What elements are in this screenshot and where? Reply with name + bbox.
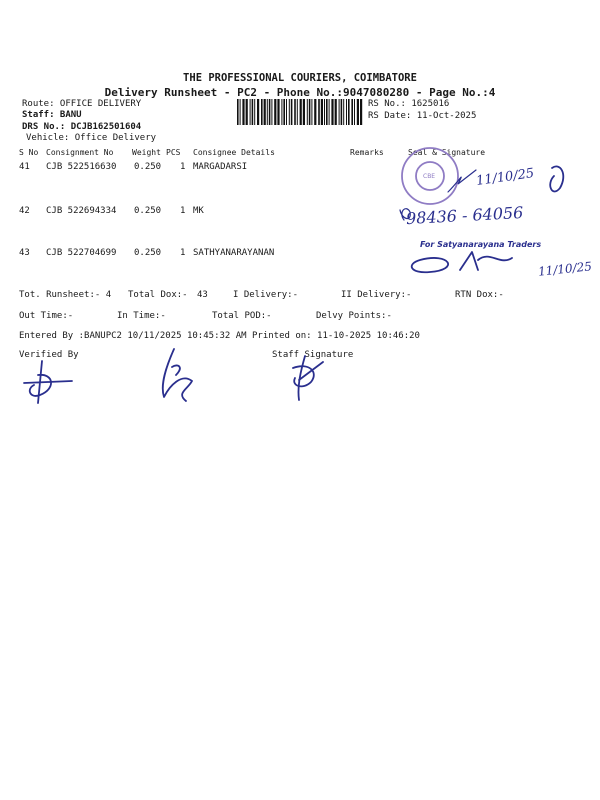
row1-date-handwritten: 11/10/25 <box>475 166 536 189</box>
table-row-pcs: 1 <box>180 248 186 258</box>
col-header-sno: S No <box>19 148 39 157</box>
runsheet-subtitle: Delivery Runsheet - PC2 - Phone No.:9047080280 - Page No.:4 <box>104 86 496 99</box>
table-row-sno: 42 <box>19 206 30 216</box>
total-dox-label: Total Dox:- <box>128 290 188 300</box>
col-header-consignee: Consignee Details <box>193 148 275 157</box>
row2-phone-handwritten: 98436 - 64056 <box>405 202 524 229</box>
staff-signature <box>283 352 328 404</box>
verified-by-label: Verified By <box>19 350 79 360</box>
ii-delivery: II Delivery:- <box>341 290 412 300</box>
row3-company-stamp: For Satyanarayana Traders <box>420 240 542 249</box>
in-time: In Time:- <box>117 311 166 321</box>
total-pod: Total POD:- <box>212 311 272 321</box>
barcode <box>236 99 364 125</box>
col-header-consignment: Consignment No <box>46 148 114 157</box>
table-row-sno: 41 <box>19 162 30 172</box>
table-row-consignee: SATHYANARAYANAN <box>193 248 275 258</box>
col-header-seal: Seal & Signature <box>408 148 486 157</box>
total-dox-value: 43 <box>197 290 208 300</box>
table-row-weight: 0.250 <box>134 162 162 172</box>
verified-by-signature <box>20 355 80 410</box>
rs-number: RS No.: 1625016 <box>368 99 450 109</box>
printed-on: Printed on: 11-10-2025 10:46:20 <box>252 331 420 341</box>
col-header-pcs: PCS <box>166 148 181 157</box>
table-row-weight: 0.250 <box>134 206 162 216</box>
staff-signature-label: Staff Signature <box>272 350 354 360</box>
table-row-consignee: MARGADARSI <box>193 162 248 172</box>
i-delivery: I Delivery:- <box>233 290 299 300</box>
out-time: Out Time:- <box>19 311 74 321</box>
table-row-consignee: MK <box>193 206 204 216</box>
table-row-consignment: CJB 522694334 <box>46 206 117 216</box>
table-row-pcs: 1 <box>180 162 186 172</box>
tot-runsheet: Tot. Runsheet:- 4 <box>19 290 112 300</box>
stamp-center-text: CBE <box>423 173 436 180</box>
delvy-points: Delvy Points:- <box>316 311 392 321</box>
col-header-weight: Weight <box>132 148 161 157</box>
table-row-consignment: CJB 522516630 <box>46 162 117 172</box>
rs-date: RS Date: 11-Oct-2025 <box>368 111 477 121</box>
col-header-remarks: Remarks <box>350 148 384 157</box>
rtn-dox: RTN Dox:- <box>455 290 504 300</box>
staff-label: Staff: BANU <box>22 110 82 120</box>
drs-number: DRS No.: DCJB162501604 <box>22 122 142 132</box>
middle-signature <box>152 345 202 405</box>
vehicle-label: Vehicle: Office Delivery <box>26 133 157 143</box>
table-row-sno: 43 <box>19 248 30 258</box>
row3-date-handwritten: 11/10/25 <box>537 259 593 279</box>
table-row-weight: 0.250 <box>134 248 162 258</box>
table-row-pcs: 1 <box>180 206 186 216</box>
route-label: Route: OFFICE DELIVERY <box>22 99 142 109</box>
table-row-consignment: CJB 522704699 <box>46 248 117 258</box>
entered-by: Entered By :BANUPC2 10/11/2025 10:45:32 AM <box>19 331 247 341</box>
company-title: THE PROFESSIONAL COURIERS, COIMBATORE <box>183 72 417 84</box>
